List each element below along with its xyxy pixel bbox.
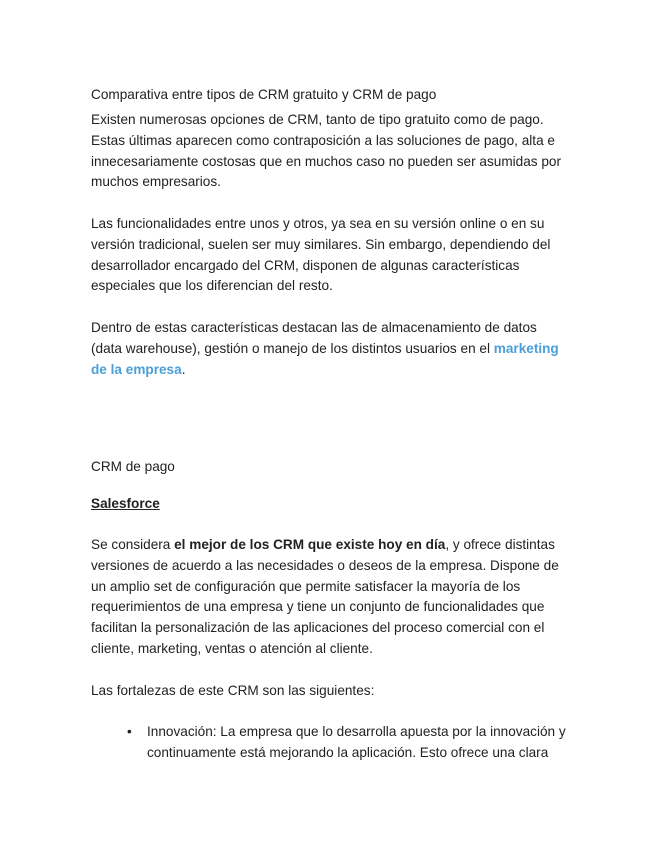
list-item-text: Innovación: La empresa que lo desarrolla apuesta por la innovación y continuamente está mejorando la aplicación. Esto ofrece una clara <box>147 724 566 760</box>
subheading-salesforce: Salesforce <box>91 496 160 511</box>
paragraph-salesforce <box>91 535 571 660</box>
page-title: Comparativa entre tipos de CRM gratuito y CRM de pago <box>91 87 437 102</box>
section-heading: CRM de pago <box>91 459 175 474</box>
paragraph-text: , y ofrece distintas versiones de acuerdo a las necesidades o deseos de la empresa. Dispone de un amplio set de configuración que permite satisfacer la mayoría de los requerimientos de una empresa y tiene un conjunto de funcionalidades que facilitan la personalización de las aplicaciones del proceso comercial con el cliente, marketing, ventas o atención al cliente. <box>91 537 559 656</box>
paragraph-functionality: Las funcionalidades entre unos y otros, ya sea en su versión online o en su versión tradicional, suelen ser muy similares. Sin embargo, dependiendo del desarrollador encargado del CRM, disponen de algunas características especiales que los diferencian del resto. <box>91 216 551 294</box>
paragraph-characteristics <box>91 318 571 380</box>
bullet-list <box>91 722 571 764</box>
marketing-link[interactable]: marketing de la empresa <box>91 340 559 377</box>
list-item <box>91 722 571 764</box>
paragraph-text: Se considera <box>91 537 175 552</box>
paragraph-strengths: Las fortalezas de este CRM son las siguientes: <box>91 683 375 698</box>
bullet-icon: • <box>127 724 132 739</box>
paragraph-intro: Existen numerosas opciones de CRM, tanto de tipo gratuito como de pago. Estas últimas aparecen como contraposición a las soluciones de pago, alta e innecesariamente costosas que en muchos caso no pueden ser asumidas por muchos empresarios. <box>91 112 562 190</box>
bold-text: el mejor de los CRM que existe hoy en día <box>174 537 446 552</box>
paragraph-text: . <box>181 361 186 377</box>
paragraph-text: Dentro de estas características destacan las de almacenamiento de datos (data warehouse), gestión o manejo de los distintos usuarios en el <box>91 320 537 356</box>
